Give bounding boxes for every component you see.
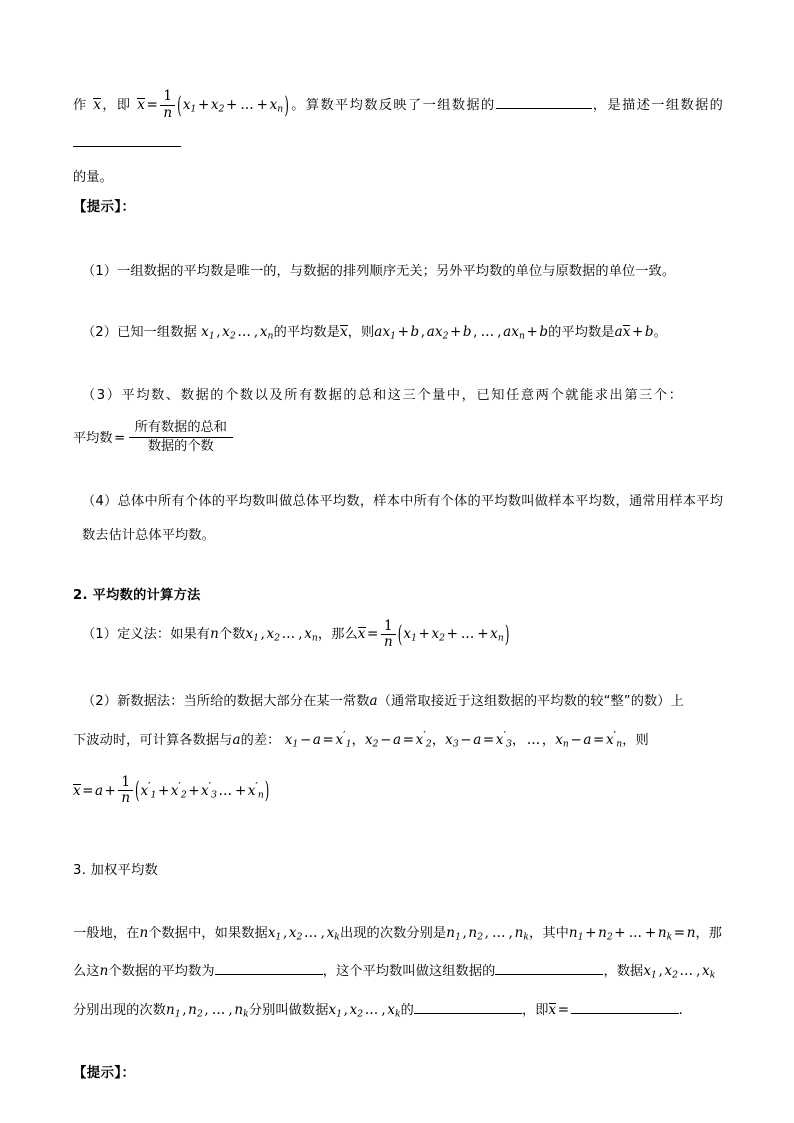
paren-close: ) bbox=[284, 90, 289, 119]
s3p1-n1-sub: 1 bbox=[455, 931, 461, 943]
eq1-equals: = bbox=[322, 731, 334, 748]
s2i1-dots: … bbox=[281, 626, 296, 643]
intro-formula-paragraph bbox=[73, 88, 723, 161]
mean-fraction-denominator: 数据的个数 bbox=[129, 437, 233, 456]
s3p3-d1: … bbox=[211, 1001, 226, 1018]
h2-res-plus: + bbox=[631, 323, 644, 340]
s2i2-tail: 上 bbox=[670, 693, 684, 709]
term-x1: x bbox=[182, 97, 191, 113]
s2i2-eq-3 bbox=[445, 728, 512, 750]
s3p1-data-list bbox=[268, 925, 340, 941]
s2i2-eq-n bbox=[555, 728, 623, 750]
blank-field-3[interactable] bbox=[215, 961, 323, 975]
ndm-num: 1 bbox=[121, 774, 130, 791]
s3p1-s-eq: = bbox=[673, 924, 686, 941]
mean-label: 平均数 bbox=[73, 431, 113, 447]
eq3-x: x bbox=[445, 731, 453, 748]
s3p1-s-n1-sub: 1 bbox=[577, 931, 584, 943]
s3p3-pre: 分别出现的次数 bbox=[73, 1002, 167, 1018]
paren-open: ( bbox=[177, 90, 182, 119]
hint2-end: 。 bbox=[653, 324, 667, 340]
tip-label-2: 【提示】： bbox=[73, 1066, 136, 1082]
ndm-tn-sub: n bbox=[257, 789, 264, 801]
h2-comma-1: , bbox=[216, 323, 221, 340]
s3p1-xk: x bbox=[326, 924, 335, 941]
equals-sign: = bbox=[146, 97, 158, 113]
s2i1-t2: x bbox=[431, 626, 440, 643]
section-3-heading: 3. 加权平均数 bbox=[73, 862, 159, 878]
ndm-t3-sub: 3 bbox=[211, 789, 217, 801]
h2-comma-4: , bbox=[473, 323, 478, 340]
term-xn-sub: n bbox=[277, 103, 284, 115]
eq3-x-sub: 3 bbox=[452, 738, 459, 750]
s3p1-p1: + bbox=[585, 924, 597, 941]
hint2-mid: 的平均数是 bbox=[273, 324, 340, 340]
section-3-paragraph-2 bbox=[73, 954, 723, 993]
s2i1-t2-sub: 2 bbox=[439, 632, 446, 644]
section-2-item-2-line1 bbox=[73, 684, 723, 719]
term-x1-sub: 1 bbox=[190, 103, 197, 115]
s3p1-p2: + bbox=[614, 924, 626, 941]
eq1-a: a bbox=[312, 731, 322, 748]
eqn-a: a bbox=[583, 731, 592, 748]
s2i1-mid: 个数 bbox=[218, 627, 246, 643]
h2-x1: x bbox=[201, 323, 209, 340]
ndm-paren-open: ( bbox=[135, 776, 140, 805]
plus-1: + bbox=[197, 97, 210, 113]
s2i2-l2-a: a bbox=[232, 731, 241, 748]
s3p1-pre: 一般地，在 bbox=[73, 925, 140, 941]
h2-res-a: a bbox=[614, 323, 623, 340]
ndm-tn: x bbox=[247, 782, 256, 799]
eq2-rx-sub: 2 bbox=[425, 738, 432, 750]
s3p1-x1-sub: 1 bbox=[275, 931, 282, 943]
s3p1-c5: , bbox=[508, 924, 514, 941]
s3p1-c2: , bbox=[320, 924, 326, 941]
eq2-minus: − bbox=[380, 731, 392, 748]
s3p2-x2-sub: 2 bbox=[672, 969, 679, 981]
eq3-rx: x bbox=[495, 731, 504, 748]
s3p1-tail: ，那 bbox=[695, 925, 723, 941]
eq-sep-1: ， bbox=[351, 732, 365, 748]
s2i1-xbar: x bbox=[357, 626, 366, 643]
ndm-t2: x bbox=[170, 782, 179, 799]
s3p1-xk-sub: k bbox=[334, 931, 340, 943]
eqn-minus: − bbox=[570, 731, 582, 748]
fraction-denominator: n bbox=[160, 105, 175, 121]
eqn-rx-sub: n bbox=[616, 738, 623, 750]
eq2-rx: x bbox=[415, 731, 424, 748]
intro-tail-a: 。算数平均数反映了一组数据的 bbox=[289, 98, 496, 113]
h2-axn: x bbox=[511, 323, 519, 340]
section-2-heading: 2. 平均数的计算方法 bbox=[73, 588, 201, 604]
hint2-then: ，则 bbox=[347, 324, 375, 340]
eq1-rx-sub: 1 bbox=[345, 738, 352, 750]
s2i1-plus-1: + bbox=[418, 626, 430, 643]
s3p3-mid2: 的 bbox=[400, 1002, 414, 1018]
s3p2-c1: , bbox=[658, 963, 663, 980]
ndm-paren-close: ) bbox=[264, 776, 270, 805]
s3p3-x2: x bbox=[349, 1001, 358, 1018]
ndm-plus: + bbox=[104, 782, 116, 799]
s3p3-xk: x bbox=[387, 1001, 395, 1018]
xbar-symbol: x bbox=[93, 97, 102, 113]
ndm-den: n bbox=[118, 790, 133, 806]
s3p1-n2: n bbox=[468, 924, 478, 941]
section-3-paragraph-1 bbox=[73, 916, 723, 955]
s3p2-xk-sub: k bbox=[709, 969, 716, 981]
ndm-t1-prime: ′ bbox=[148, 780, 151, 794]
blank-field-1[interactable] bbox=[496, 95, 592, 109]
s3p1-c4: , bbox=[484, 924, 490, 941]
h2-comma-5: , bbox=[497, 323, 502, 340]
eq-sep-4: ， bbox=[541, 732, 556, 748]
eq2-x: x bbox=[364, 731, 373, 748]
h2-res-xbar: x bbox=[622, 323, 631, 340]
s2i1-comma-1: , bbox=[260, 626, 266, 643]
h2-xbar: x bbox=[340, 323, 348, 340]
fraction-numerator: 1 bbox=[163, 88, 173, 105]
s2i1-post: ，那么 bbox=[317, 627, 358, 643]
mean-equals: = bbox=[114, 431, 126, 447]
term-xn: x bbox=[269, 97, 278, 113]
s2i1-xn-sub: n bbox=[311, 632, 318, 644]
s3p1-nk-sub: k bbox=[523, 931, 530, 943]
s3p1-mid3: ，其中 bbox=[529, 925, 569, 941]
h2-a-3: a bbox=[503, 323, 512, 340]
mean-fraction-numerator: 所有数据的总和 bbox=[134, 419, 227, 435]
h2-xn: x bbox=[259, 323, 268, 340]
s3p1-s-total: n bbox=[686, 924, 696, 941]
h2-dots: … bbox=[237, 323, 251, 340]
h2-comma-2: , bbox=[253, 323, 259, 340]
s2i1-dots-2: ... bbox=[461, 626, 475, 643]
s2i1-paren-open: ( bbox=[397, 619, 403, 648]
eq2-a: a bbox=[393, 731, 402, 748]
s3p2-x2: x bbox=[664, 963, 673, 980]
ndm-t3: x bbox=[201, 782, 209, 799]
h2-xn-sub: n bbox=[267, 330, 274, 342]
s2i1-one-over-n bbox=[381, 619, 396, 650]
s2i1-plus-2: + bbox=[446, 626, 459, 643]
s3p3-n1: n bbox=[166, 1001, 175, 1018]
s3p1-s-n2-sub: 2 bbox=[606, 931, 613, 943]
one-over-n-fraction bbox=[160, 89, 175, 120]
h2-b-3: b bbox=[539, 323, 549, 340]
ndm-t3-prime: ′ bbox=[208, 780, 212, 794]
s2i1-t1-sub: 1 bbox=[411, 632, 418, 644]
s2i1-tn-sub: n bbox=[497, 632, 504, 644]
s3p1-nk: n bbox=[514, 924, 524, 941]
s3p1-s-nk-sub: k bbox=[666, 931, 673, 943]
s2i2-eq-dots: … bbox=[526, 731, 541, 748]
s3p2-xk: x bbox=[702, 963, 710, 980]
s3p1-s-n1: n bbox=[568, 924, 578, 941]
s3p3-c1: , bbox=[182, 1001, 187, 1018]
ndm-eq: = bbox=[82, 782, 94, 799]
s2i1-x1: x bbox=[245, 626, 254, 643]
eq2-x-sub: 2 bbox=[372, 738, 379, 750]
s2i1-x2-sub: 2 bbox=[274, 632, 281, 644]
s2i1-plus-3: + bbox=[477, 626, 489, 643]
s3p2-d1: … bbox=[679, 963, 694, 980]
ndm-t1: x bbox=[140, 782, 149, 799]
eq3-minus: − bbox=[460, 731, 472, 748]
h2-b-1: b bbox=[410, 323, 420, 340]
eqn-x-sub: n bbox=[562, 738, 569, 750]
eqn-equals: = bbox=[593, 731, 605, 748]
hint2-transform-list bbox=[374, 324, 548, 340]
s3p2-n: n bbox=[99, 963, 109, 980]
hint-3-formula bbox=[73, 417, 723, 459]
blank-field-4[interactable] bbox=[495, 961, 603, 975]
s3p1-s-nk: n bbox=[657, 924, 667, 941]
ndm-plus-2: + bbox=[188, 782, 200, 799]
section-2-item-2-line2 bbox=[73, 719, 723, 761]
s2i1-tn: x bbox=[490, 626, 498, 643]
eq1-x: x bbox=[284, 731, 293, 748]
s3p3-n1-sub: 1 bbox=[174, 1008, 181, 1020]
s3p2-mid3: ，数据 bbox=[603, 964, 644, 980]
s2i2-l2-pre: 下波动时，可计算各数据与 bbox=[73, 732, 233, 748]
hint-2 bbox=[73, 315, 723, 354]
h2-x1-sub: 1 bbox=[208, 330, 215, 342]
s3p3-c4: , bbox=[343, 1001, 349, 1018]
s3p3-n2-sub: 2 bbox=[196, 1008, 203, 1020]
intro-prefix-b: ，即 bbox=[101, 98, 132, 113]
ellipsis-1: ... bbox=[240, 97, 254, 113]
s3p1-d3: ... bbox=[628, 924, 642, 941]
eq2-equals: = bbox=[402, 731, 415, 748]
s3p3-data-list bbox=[329, 1002, 401, 1018]
s3p3-count-list bbox=[166, 1002, 249, 1018]
ndm-t2-prime: ′ bbox=[178, 780, 181, 794]
h2-a-2: a bbox=[426, 323, 435, 340]
intro-prefix: 作 bbox=[73, 98, 88, 113]
s2i2-note: （通常取接近于这组数据的平均数的较“整”的数） bbox=[377, 693, 671, 709]
blank-field-2[interactable] bbox=[73, 132, 181, 146]
s2i1-x1-sub: 1 bbox=[253, 632, 260, 644]
new-data-method-formula bbox=[73, 767, 723, 815]
ndm-t2-sub: 2 bbox=[180, 789, 187, 801]
ndm-tn-prime: ′ bbox=[255, 780, 258, 794]
page-content bbox=[73, 88, 723, 1087]
s3p3-d2: … bbox=[364, 1001, 379, 1018]
eq1-x-sub: 1 bbox=[292, 738, 299, 750]
eqn-rx: x bbox=[605, 731, 614, 748]
s2i2-then: ，则 bbox=[622, 732, 649, 748]
s3p1-x2: x bbox=[288, 924, 297, 941]
blank-field-6[interactable] bbox=[571, 999, 679, 1013]
h2-a-1: a bbox=[374, 323, 383, 340]
s3p3-nk-sub: k bbox=[243, 1008, 249, 1020]
h2-plus-3: + bbox=[526, 323, 538, 340]
eq1-prime: ′ bbox=[343, 728, 346, 742]
s3p1-x2-sub: 2 bbox=[296, 931, 303, 943]
s3p2-mid2: ，这个平均数叫做这组数据的 bbox=[322, 964, 496, 980]
section-2-item-1 bbox=[73, 617, 723, 656]
s2i1-paren-close: ) bbox=[504, 619, 510, 648]
s3p2-c2: , bbox=[696, 963, 701, 980]
h2-plus-2: + bbox=[450, 323, 462, 340]
intro-tail-b: ，是描述一组数据的 bbox=[591, 98, 723, 113]
s2i1-n: n bbox=[210, 626, 219, 643]
s3p1-d1: … bbox=[304, 924, 318, 941]
s3p1-c3: , bbox=[462, 924, 467, 941]
s3p1-n2-sub: 2 bbox=[477, 931, 484, 943]
h2-axn-sub: n bbox=[518, 330, 525, 342]
s3p3-eq: = bbox=[557, 1001, 570, 1018]
s2i1-pre: （1）定义法：如果有 bbox=[82, 627, 211, 643]
term-x2-sub: 2 bbox=[218, 103, 225, 115]
hint-1: （1）一组数据的平均数是唯一的，与数据的排列顺序无关；另外平均数的单位与原数据的单位一致。 bbox=[82, 263, 676, 279]
h2-res-b: b bbox=[644, 323, 654, 340]
eq1-rx: x bbox=[335, 731, 344, 748]
ndm-a: a bbox=[94, 782, 103, 799]
eq1-minus: − bbox=[299, 731, 312, 748]
eq3-a: a bbox=[473, 731, 482, 748]
blank-field-5[interactable] bbox=[414, 999, 522, 1013]
intro-line2: 的量。 bbox=[73, 169, 113, 185]
s2i2-a: a bbox=[369, 692, 378, 709]
h2-dots-2: … bbox=[480, 323, 495, 340]
eq-sep-2: ， bbox=[431, 732, 446, 748]
s3p2-pre: 么这 bbox=[73, 964, 100, 980]
h2-plus-1: + bbox=[397, 323, 410, 340]
s2i1-den: n bbox=[381, 634, 396, 650]
s2i2-eq-1 bbox=[284, 728, 352, 750]
s2i1-xn: x bbox=[304, 626, 312, 643]
s3p2-mid: 个数据的平均数为 bbox=[108, 964, 215, 980]
s3p3-c3: , bbox=[228, 1001, 233, 1018]
hint2-result bbox=[615, 324, 654, 340]
plus-2: + bbox=[226, 97, 238, 113]
h2-ax2-sub: 2 bbox=[442, 330, 449, 342]
tip-label-1: 【提示】： bbox=[73, 199, 136, 215]
s2i1-x2: x bbox=[266, 626, 275, 643]
ndm-expression bbox=[73, 774, 270, 807]
eq3-prime: ′ bbox=[503, 728, 507, 742]
mean-definition-fraction bbox=[129, 420, 233, 456]
ndm-plus-3: + bbox=[234, 782, 247, 799]
s3p3-mid: 分别叫做数据 bbox=[248, 1002, 329, 1018]
s3p1-p3: + bbox=[644, 924, 657, 941]
s3p2-data-list bbox=[643, 963, 715, 979]
s2i2-l2-mid: 的差： bbox=[240, 732, 281, 748]
h2-comma-3: , bbox=[420, 323, 426, 340]
h2-x2: x bbox=[222, 323, 230, 340]
s3p3-period: . bbox=[678, 1002, 683, 1018]
s3p3-c2: , bbox=[204, 1001, 209, 1018]
s3p1-d2: … bbox=[492, 924, 506, 941]
s3p2-x1-sub: 1 bbox=[651, 969, 657, 981]
s3p1-s-n2: n bbox=[598, 924, 607, 941]
s3p1-sum-expression bbox=[569, 925, 696, 941]
plus-3: + bbox=[256, 97, 269, 113]
h2-ax1-sub: 1 bbox=[390, 330, 397, 342]
s2i1-formula bbox=[357, 617, 511, 650]
ndm-t1-sub: 1 bbox=[150, 789, 157, 801]
s2i2-eq-2 bbox=[364, 728, 432, 750]
s2i1-t1: x bbox=[403, 626, 412, 643]
s3p1-x1: x bbox=[267, 924, 276, 941]
term-x2: x bbox=[210, 97, 219, 113]
h2-ax1: x bbox=[382, 323, 391, 340]
s3p1-mid2: 出现的次数分别是 bbox=[339, 925, 447, 941]
s3p3-n2: n bbox=[188, 1001, 197, 1018]
s3p3-nk: n bbox=[234, 1001, 244, 1018]
s2i2-pre: （2）新数据法：当所给的数据大部分在某一常数 bbox=[82, 693, 370, 709]
s2i1-eq: = bbox=[367, 626, 379, 643]
s3p2-x1: x bbox=[643, 963, 652, 980]
s3p1-c1: , bbox=[282, 924, 288, 941]
ndm-dots: … bbox=[218, 782, 232, 799]
eqn-prime: ′ bbox=[613, 728, 617, 742]
eq-sep-3: ， bbox=[512, 732, 526, 748]
s3p3-xbar: x bbox=[548, 1001, 557, 1018]
s3p3-mid3: ，即 bbox=[521, 1002, 549, 1018]
s2i1-comma-2: , bbox=[298, 626, 303, 643]
hint2-post: 的平均数是 bbox=[548, 324, 615, 340]
s3p3-x1-sub: 1 bbox=[336, 1008, 343, 1020]
xbar-symbol-2: x bbox=[137, 97, 145, 113]
intro-inline-formula bbox=[73, 88, 290, 121]
s3p1-mid: 个数据中，如果数据 bbox=[148, 925, 268, 941]
s3p3-x2-sub: 2 bbox=[357, 1008, 364, 1020]
ndm-xbar: x bbox=[73, 782, 81, 799]
ndm-one-over-n bbox=[118, 775, 133, 806]
eq2-prime: ′ bbox=[423, 728, 426, 742]
s2i1-data-list bbox=[245, 626, 317, 642]
ndm-plus-1: + bbox=[157, 782, 170, 799]
s3p3-x1: x bbox=[328, 1001, 337, 1018]
eq3-rx-sub: 3 bbox=[506, 738, 512, 750]
s2i1-num: 1 bbox=[383, 617, 393, 634]
hint2-pre: （2）已知一组数据 bbox=[82, 324, 197, 340]
section-3-paragraph-3 bbox=[73, 993, 723, 1032]
hint-4: （4）总体中所有个体的平均数叫做总体平均数，样本中所有个体的平均数叫做样本平均数，通常用样本平均数去估计总体平均数。 bbox=[82, 494, 723, 544]
hint2-data-list bbox=[201, 324, 273, 340]
eqn-x: x bbox=[555, 731, 563, 748]
hint-3-text: （3）平均数、数据的个数以及所有数据的总和这三个量中，已知任意两个就能求出第三个： bbox=[82, 388, 684, 404]
s3p3-xk-sub: k bbox=[394, 1008, 401, 1020]
s3p1-n: n bbox=[139, 924, 149, 941]
s3p1-n1: n bbox=[446, 924, 456, 941]
s3p1-count-list bbox=[446, 925, 529, 941]
h2-x2-sub: 2 bbox=[229, 330, 236, 342]
s3p3-c5: , bbox=[381, 1001, 386, 1018]
eq3-equals: = bbox=[482, 731, 495, 748]
h2-b-2: b bbox=[462, 323, 472, 340]
h2-ax2: x bbox=[434, 323, 443, 340]
